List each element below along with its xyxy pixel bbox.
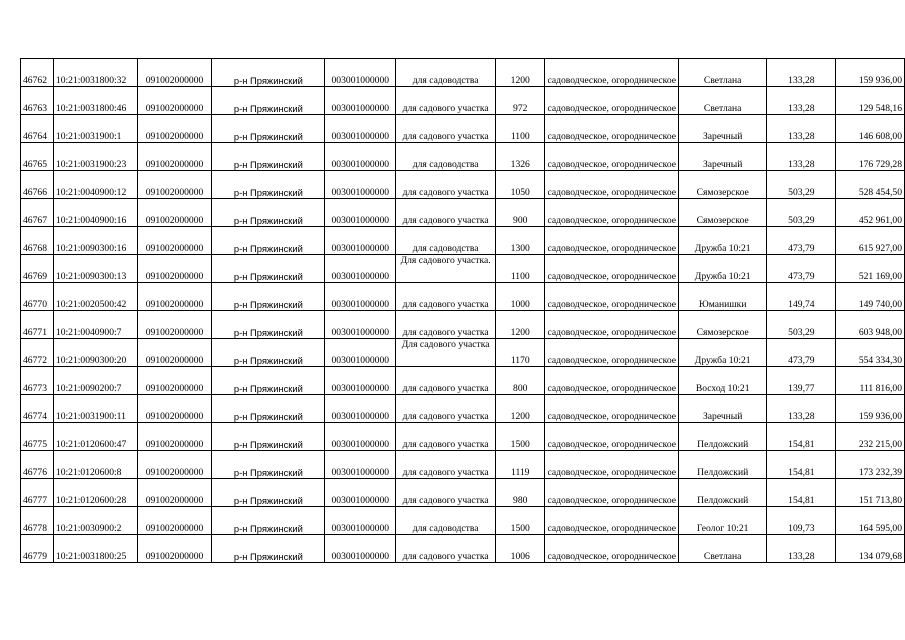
record-number-cell: 46764 xyxy=(21,115,54,143)
settlement-name-cell: Заречный xyxy=(679,115,767,143)
record-number-cell: 46779 xyxy=(21,535,54,563)
settlement-name-cell: Юманишки xyxy=(679,283,767,311)
settlement-name-cell: Пелдожский xyxy=(679,423,767,451)
permitted-use-cell: для садоводства xyxy=(396,227,496,255)
permitted-use-cell: для садового участка xyxy=(396,311,496,339)
cadastral-number-cell: 10:21:0030900:2 xyxy=(53,507,137,535)
table-row xyxy=(21,535,905,563)
district-cell: р-н Пряжинский xyxy=(212,115,325,143)
unit-price-cell: 133,28 xyxy=(767,535,836,563)
unit-price-cell: 473,79 xyxy=(767,255,836,283)
cadastral-number-cell: 10:21:0120600:28 xyxy=(53,479,137,507)
area-cell: 1200 xyxy=(496,311,545,339)
record-number-cell: 46772 xyxy=(21,339,54,367)
district-cell: р-н Пряжинский xyxy=(212,143,325,171)
category-code-cell: 003001000000 xyxy=(325,423,396,451)
record-number-cell: 46767 xyxy=(21,199,54,227)
settlement-name-cell: Светлана xyxy=(679,59,767,87)
record-number-cell: 46768 xyxy=(21,227,54,255)
area-cell: 1000 xyxy=(496,283,545,311)
okato-code-cell: 091002000000 xyxy=(137,143,212,171)
unit-price-cell: 503,29 xyxy=(767,311,836,339)
permitted-use-cell: Для садового участка. xyxy=(396,255,496,283)
land-category-cell: садоводческое, огородническое xyxy=(545,283,679,311)
area-cell: 1170 xyxy=(496,339,545,367)
unit-price-cell: 133,28 xyxy=(767,395,836,423)
district-cell: р-н Пряжинский xyxy=(212,171,325,199)
okato-code-cell: 091002000000 xyxy=(137,115,212,143)
permitted-use-cell: для садового участка xyxy=(396,115,496,143)
cadastral-number-cell: 10:21:0040900:16 xyxy=(53,199,137,227)
okato-code-cell: 091002000000 xyxy=(137,59,212,87)
category-code-cell: 003001000000 xyxy=(325,115,396,143)
okato-code-cell: 091002000000 xyxy=(137,311,212,339)
settlement-name-cell: Сямозерское xyxy=(679,311,767,339)
record-number-cell: 46774 xyxy=(21,395,54,423)
okato-code-cell: 091002000000 xyxy=(137,227,212,255)
total-value-cell: 528 454,50 xyxy=(836,171,905,199)
permitted-use-cell: для садового участка xyxy=(396,451,496,479)
district-cell: р-н Пряжинский xyxy=(212,507,325,535)
settlement-name-cell: Восход 10:21 xyxy=(679,367,767,395)
land-category-cell: садоводческое, огородническое xyxy=(545,59,679,87)
land-category-cell: садоводческое, огородническое xyxy=(545,367,679,395)
settlement-name-cell: Дружба 10:21 xyxy=(679,227,767,255)
record-number-cell: 46777 xyxy=(21,479,54,507)
category-code-cell: 003001000000 xyxy=(325,87,396,115)
land-category-cell: садоводческое, огородническое xyxy=(545,535,679,563)
total-value-cell: 129 548,16 xyxy=(836,87,905,115)
cadastral-number-cell: 10:21:0090300:13 xyxy=(53,255,137,283)
unit-price-cell: 139,77 xyxy=(767,367,836,395)
okato-code-cell: 091002000000 xyxy=(137,367,212,395)
permitted-use-cell: для садового участка xyxy=(396,283,496,311)
district-cell: р-н Пряжинский xyxy=(212,87,325,115)
table-row xyxy=(21,311,905,339)
total-value-cell: 164 595,00 xyxy=(836,507,905,535)
district-cell: р-н Пряжинский xyxy=(212,339,325,367)
settlement-name-cell: Заречный xyxy=(679,395,767,423)
category-code-cell: 003001000000 xyxy=(325,479,396,507)
area-cell: 900 xyxy=(496,199,545,227)
land-category-cell: садоводческое, огородническое xyxy=(545,451,679,479)
permitted-use-cell: для садового участка xyxy=(396,171,496,199)
land-category-cell: садоводческое, огородническое xyxy=(545,87,679,115)
permitted-use-cell: для садового участка xyxy=(396,367,496,395)
cadastral-number-cell: 10:21:0031800:46 xyxy=(53,87,137,115)
table-row xyxy=(21,507,905,535)
category-code-cell: 003001000000 xyxy=(325,367,396,395)
permitted-use-cell: для садового участка xyxy=(396,395,496,423)
land-category-cell: садоводческое, огородническое xyxy=(545,143,679,171)
table-row xyxy=(21,171,905,199)
area-cell: 1200 xyxy=(496,395,545,423)
settlement-name-cell: Пелдожский xyxy=(679,451,767,479)
district-cell: р-н Пряжинский xyxy=(212,367,325,395)
unit-price-cell: 503,29 xyxy=(767,171,836,199)
settlement-name-cell: Дружба 10:21 xyxy=(679,339,767,367)
table-body xyxy=(21,59,905,563)
district-cell: р-н Пряжинский xyxy=(212,199,325,227)
permitted-use-cell: для садового участка xyxy=(396,87,496,115)
category-code-cell: 003001000000 xyxy=(325,143,396,171)
okato-code-cell: 091002000000 xyxy=(137,535,212,563)
permitted-use-cell: для садоводства xyxy=(396,507,496,535)
cadastral-number-cell: 10:21:0031800:25 xyxy=(53,535,137,563)
district-cell: р-н Пряжинский xyxy=(212,227,325,255)
unit-price-cell: 154,81 xyxy=(767,479,836,507)
cadastral-number-cell: 10:21:0120600:47 xyxy=(53,423,137,451)
unit-price-cell: 473,79 xyxy=(767,227,836,255)
category-code-cell: 003001000000 xyxy=(325,451,396,479)
unit-price-cell: 154,81 xyxy=(767,451,836,479)
settlement-name-cell: Геолог 10:21 xyxy=(679,507,767,535)
table-row xyxy=(21,423,905,451)
area-cell: 1050 xyxy=(496,171,545,199)
table-row xyxy=(21,59,905,87)
record-number-cell: 46762 xyxy=(21,59,54,87)
settlement-name-cell: Светлана xyxy=(679,535,767,563)
permitted-use-cell: для садоводства xyxy=(396,59,496,87)
permitted-use-cell: Для садового участка xyxy=(396,339,496,367)
district-cell: р-н Пряжинский xyxy=(212,451,325,479)
area-cell: 1100 xyxy=(496,255,545,283)
settlement-name-cell: Сямозерское xyxy=(679,199,767,227)
land-category-cell: садоводческое, огородническое xyxy=(545,311,679,339)
settlement-name-cell: Светлана xyxy=(679,87,767,115)
district-cell: р-н Пряжинский xyxy=(212,311,325,339)
table-row xyxy=(21,395,905,423)
area-cell: 980 xyxy=(496,479,545,507)
unit-price-cell: 503,29 xyxy=(767,199,836,227)
unit-price-cell: 133,28 xyxy=(767,143,836,171)
settlement-name-cell: Заречный xyxy=(679,143,767,171)
table-row xyxy=(21,339,905,367)
land-category-cell: садоводческое, огородническое xyxy=(545,171,679,199)
record-number-cell: 46770 xyxy=(21,283,54,311)
unit-price-cell: 149,74 xyxy=(767,283,836,311)
district-cell: р-н Пряжинский xyxy=(212,479,325,507)
record-number-cell: 46763 xyxy=(21,87,54,115)
district-cell: р-н Пряжинский xyxy=(212,423,325,451)
category-code-cell: 003001000000 xyxy=(325,311,396,339)
record-number-cell: 46773 xyxy=(21,367,54,395)
table-row xyxy=(21,367,905,395)
record-number-cell: 46771 xyxy=(21,311,54,339)
district-cell: р-н Пряжинский xyxy=(212,255,325,283)
cadastral-number-cell: 10:21:0090200:7 xyxy=(53,367,137,395)
settlement-name-cell: Сямозерское xyxy=(679,171,767,199)
okato-code-cell: 091002000000 xyxy=(137,423,212,451)
category-code-cell: 003001000000 xyxy=(325,395,396,423)
cadastral-number-cell: 10:21:0020500:42 xyxy=(53,283,137,311)
land-category-cell: садоводческое, огородническое xyxy=(545,227,679,255)
category-code-cell: 003001000000 xyxy=(325,199,396,227)
table-row xyxy=(21,115,905,143)
permitted-use-cell: для садового участка xyxy=(396,479,496,507)
unit-price-cell: 133,28 xyxy=(767,87,836,115)
record-number-cell: 46775 xyxy=(21,423,54,451)
permitted-use-cell: для садоводства xyxy=(396,143,496,171)
category-code-cell: 003001000000 xyxy=(325,255,396,283)
okato-code-cell: 091002000000 xyxy=(137,339,212,367)
area-cell: 1200 xyxy=(496,59,545,87)
unit-price-cell: 154,81 xyxy=(767,423,836,451)
unit-price-cell: 133,28 xyxy=(767,115,836,143)
land-category-cell: садоводческое, огородническое xyxy=(545,423,679,451)
category-code-cell: 003001000000 xyxy=(325,339,396,367)
total-value-cell: 159 936,00 xyxy=(836,59,905,87)
okato-code-cell: 091002000000 xyxy=(137,199,212,227)
district-cell: р-н Пряжинский xyxy=(212,395,325,423)
land-plots-table xyxy=(20,58,905,563)
cadastral-number-cell: 10:21:0090300:16 xyxy=(53,227,137,255)
table-row xyxy=(21,87,905,115)
table-row xyxy=(21,451,905,479)
area-cell: 1326 xyxy=(496,143,545,171)
settlement-name-cell: Дружба 10:21 xyxy=(679,255,767,283)
total-value-cell: 176 729,28 xyxy=(836,143,905,171)
land-category-cell: садоводческое, огородническое xyxy=(545,395,679,423)
permitted-use-cell: для садового участка xyxy=(396,199,496,227)
unit-price-cell: 133,28 xyxy=(767,59,836,87)
land-category-cell: садоводческое, огородническое xyxy=(545,199,679,227)
area-cell: 1119 xyxy=(496,451,545,479)
area-cell: 972 xyxy=(496,87,545,115)
area-cell: 1500 xyxy=(496,423,545,451)
category-code-cell: 003001000000 xyxy=(325,59,396,87)
total-value-cell: 173 232,39 xyxy=(836,451,905,479)
total-value-cell: 554 334,30 xyxy=(836,339,905,367)
cadastral-number-cell: 10:21:0031900:1 xyxy=(53,115,137,143)
record-number-cell: 46769 xyxy=(21,255,54,283)
total-value-cell: 149 740,00 xyxy=(836,283,905,311)
total-value-cell: 134 079,68 xyxy=(836,535,905,563)
area-cell: 1100 xyxy=(496,115,545,143)
table-row xyxy=(21,479,905,507)
total-value-cell: 151 713,80 xyxy=(836,479,905,507)
record-number-cell: 46776 xyxy=(21,451,54,479)
total-value-cell: 232 215,00 xyxy=(836,423,905,451)
category-code-cell: 003001000000 xyxy=(325,283,396,311)
record-number-cell: 46778 xyxy=(21,507,54,535)
okato-code-cell: 091002000000 xyxy=(137,395,212,423)
district-cell: р-н Пряжинский xyxy=(212,59,325,87)
category-code-cell: 003001000000 xyxy=(325,171,396,199)
total-value-cell: 615 927,00 xyxy=(836,227,905,255)
district-cell: р-н Пряжинский xyxy=(212,283,325,311)
land-category-cell: садоводческое, огородническое xyxy=(545,507,679,535)
cadastral-number-cell: 10:21:0031800:32 xyxy=(53,59,137,87)
total-value-cell: 159 936,00 xyxy=(836,395,905,423)
settlement-name-cell: Пелдожский xyxy=(679,479,767,507)
cadastral-number-cell: 10:21:0120600:8 xyxy=(53,451,137,479)
okato-code-cell: 091002000000 xyxy=(137,283,212,311)
unit-price-cell: 473,79 xyxy=(767,339,836,367)
table-row xyxy=(21,255,905,283)
okato-code-cell: 091002000000 xyxy=(137,255,212,283)
record-number-cell: 46766 xyxy=(21,171,54,199)
cadastral-number-cell: 10:21:0031900:23 xyxy=(53,143,137,171)
area-cell: 800 xyxy=(496,367,545,395)
total-value-cell: 146 608,00 xyxy=(836,115,905,143)
table-row xyxy=(21,283,905,311)
total-value-cell: 111 816,00 xyxy=(836,367,905,395)
record-number-cell: 46765 xyxy=(21,143,54,171)
cadastral-number-cell: 10:21:0040900:12 xyxy=(53,171,137,199)
okato-code-cell: 091002000000 xyxy=(137,87,212,115)
permitted-use-cell: для садового участка xyxy=(396,535,496,563)
district-cell: р-н Пряжинский xyxy=(212,535,325,563)
okato-code-cell: 091002000000 xyxy=(137,451,212,479)
category-code-cell: 003001000000 xyxy=(325,227,396,255)
table-row xyxy=(21,199,905,227)
okato-code-cell: 091002000000 xyxy=(137,171,212,199)
land-category-cell: садоводческое, огородническое xyxy=(545,115,679,143)
land-category-cell: садоводческое, огородническое xyxy=(545,479,679,507)
okato-code-cell: 091002000000 xyxy=(137,507,212,535)
cadastral-number-cell: 10:21:0040900:7 xyxy=(53,311,137,339)
okato-code-cell: 091002000000 xyxy=(137,479,212,507)
permitted-use-cell: для садового участка xyxy=(396,423,496,451)
cadastral-number-cell: 10:21:0031900:11 xyxy=(53,395,137,423)
unit-price-cell: 109,73 xyxy=(767,507,836,535)
total-value-cell: 521 169,00 xyxy=(836,255,905,283)
area-cell: 1300 xyxy=(496,227,545,255)
land-category-cell: садоводческое, огородническое xyxy=(545,339,679,367)
category-code-cell: 003001000000 xyxy=(325,535,396,563)
category-code-cell: 003001000000 xyxy=(325,507,396,535)
total-value-cell: 603 948,00 xyxy=(836,311,905,339)
table-row xyxy=(21,227,905,255)
total-value-cell: 452 961,00 xyxy=(836,199,905,227)
area-cell: 1006 xyxy=(496,535,545,563)
table-row xyxy=(21,143,905,171)
area-cell: 1500 xyxy=(496,507,545,535)
cadastral-number-cell: 10:21:0090300:20 xyxy=(53,339,137,367)
land-category-cell: садоводческое, огородническое xyxy=(545,255,679,283)
